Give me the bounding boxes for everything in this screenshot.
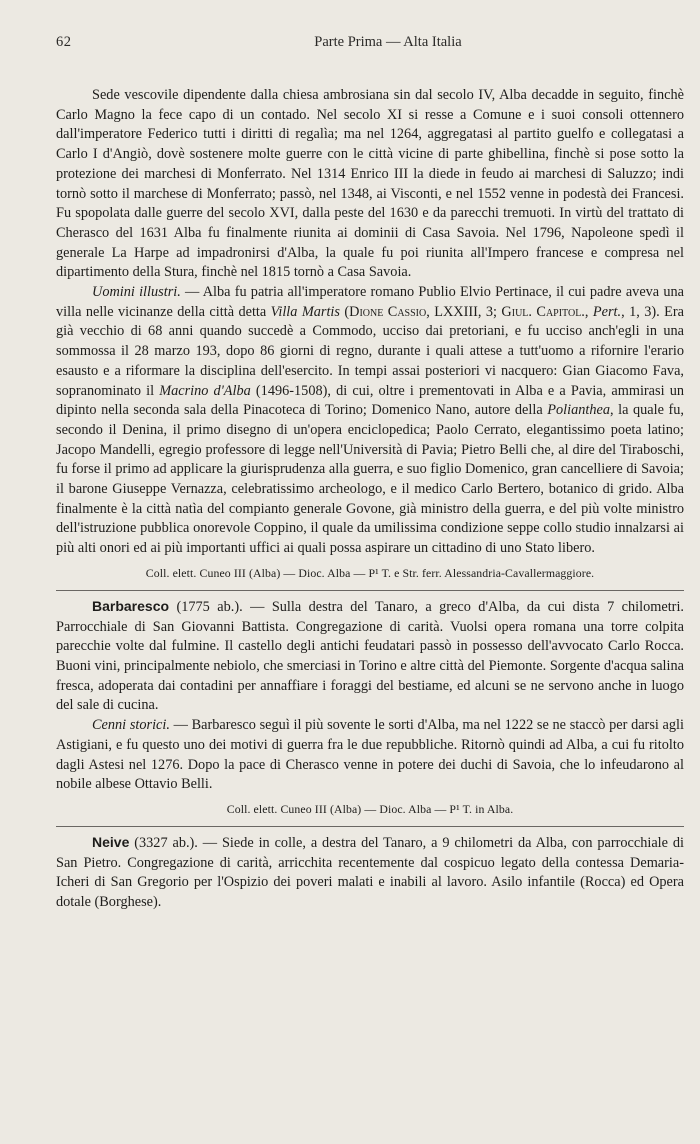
page-header xyxy=(56,34,670,56)
cenni-storici-heading: Cenni storici. xyxy=(92,717,170,734)
villa-martis: Villa Martis xyxy=(270,303,340,320)
alba-collegio-line: Coll. elett. Cuneo III (Alba) — Dioc. Alba — P¹ T. e Str. ferr. Alessandria-Cavallermaggiore. xyxy=(145,565,595,580)
page-number: 62 xyxy=(56,34,72,50)
citation-pert: Pert. xyxy=(592,303,622,320)
neive-name: Neive xyxy=(92,833,130,850)
text-run: (3327 ab.). — Siede in colle, a destra del Tanaro, a 9 chilometri da Alba, con parrocchiale di San Pietro. Congregazione di carità, arricchita recentemente dal cospicuo legato della contessa Demaria-Icheri di San Gregorio per l'Ospizio dei poveri malati e inabili al lavoro. Asilo infantile (Rocca) ed Opera dotale (Borghese). xyxy=(56,834,684,911)
barbaresco-entry xyxy=(56,597,684,716)
alba-uomini-illustri-paragraph xyxy=(56,283,684,559)
citation-dione: Dione Cassio xyxy=(349,303,427,320)
section-divider xyxy=(56,826,684,827)
section-divider xyxy=(56,590,684,591)
page-body xyxy=(56,86,684,913)
barbaresco-name: Barbaresco xyxy=(92,597,170,614)
uomini-illustri-heading: Uomini illustri. xyxy=(92,284,181,301)
alba-history-paragraph: Sede vescovile dipendente dalla chiesa ambrosiana sin dal secolo IV, Alba decadde in seguito, finchè Carlo Magno la fece capo di un contado. Nel secolo XI si resse a Comune e i suoi consoli ottennero dall'imperatore Federico tutti i diritti di regalìa; ma nel 1264, aggregatasi al partito guelfo e collegatasi a Carlo I d'Angiò, dovè sostenere molte guerre con le città vicine di parte ghibellina, finchè si pose sotto la protezione dei marchesi di Monferrato. Nel 1314 Enrico III la diede in feudo ai marchesi di Saluzzo; indi tornò sotto il marchese di Monferrato; passò, nel 1348, ai Visconti, e nel 1552 venne in podestà dei Francesi. Fu spopolata dalle guerre del secolo XVI, dalla peste del 1630 e da parecchi tremuoti. In virtù del trattato di Cherasco del 1631 Alba fu finalmente riunita ai dominii di Casa Savoia. Nel 1796, Napoleone spedì il generale La Harpe ad impadronirsi d'Alba, la quale fu poi riunita all'Impero francese e compresa nel dipartimento della Stura, finchè nel 1815 tornò a Casa Savoia. xyxy=(56,87,684,281)
citation-giul: Giul. Capitol. xyxy=(501,303,585,320)
barbaresco-collegio-line: Coll. elett. Cuneo III (Alba) — Dioc. Alba — P¹ T. in Alba. xyxy=(226,801,514,816)
text-run: — Alba fu patria all'imperatore romano Publio Elvio Pertinace, il cui padre aveva una villa nelle vicinanze della città detta xyxy=(56,284,684,320)
text-run: — Barbaresco seguì il più sovente le sorti d'Alba, ma nel 1222 se ne staccò per darsi agli Astigiani, e fu questo uno dei motivi di guerra fra le due repubbliche. Ritornò quindi ad Alba, a cui fu ritolto dagli Astesi nel 1276. Dopo la pace di Cherasco venne in potere dei duchi di Savoia, che lo infeudarono al nobile albese Ottavio Belli. xyxy=(56,717,684,793)
text-run: , LXXIII, 3; xyxy=(426,303,502,320)
neive-entry xyxy=(56,833,684,913)
macrino-dalba: Macrino d'Alba xyxy=(159,382,251,399)
text-run: , 1, 3). Era già vecchio di 68 anni quando succedè a Commodo, ucciso dai pretoriani, e fu ucciso anch'egli in una sommossa il 28 marzo 193, dopo 86 giorni di regno, durante i quali attese a tutt'uomo a rifornire l'erario esausto e a riformare la disciplina dell'esercito. In tempi assai posteriori vi nacquero: Gian Giacomo Fava, sopranominato il xyxy=(56,303,684,399)
running-title: Parte Prima — Alta Italia xyxy=(314,34,462,50)
text-run: (1496-1508), di cui, oltre i prementovati in Alba e a Pavia, ammirasi un dipinto nella seconda sala della Pinacoteca di Torino; Domenico Nano, autore della xyxy=(56,382,684,419)
text-run: ( xyxy=(339,303,350,320)
text-run: , xyxy=(584,303,593,320)
text-run: , la quale fu, secondo il Denina, il primo disegno di un'opera enciclopedica; Paolo Cerrato, elegantissimo poeta latino; Jacopo Mandelli, egregio professore di legge nell'Università di Pavia; Pietro Belli che, al dire del Tiraboschi, fu forse il primo ad applicare la giurisprudenza alla guerra, e suo figlio Domenico, gran cancelliere di Savoia; il barone Giuseppe Vernazza, celebratissimo archeologo, e il medico Carlo Bertero, botanico di grido. Alba finalmente è la città natìa del compianto generale Govone, già ministro della guerra, e del più volte ministro dell'istruzione pubblica onorevole Coppino, il quale da umilissima condizione seppe collo studio innalzarsi ai più alti onori ed ai più importanti uffici ai quali possa aspirare un cittadino di uno Stato libero. xyxy=(56,402,684,557)
barbaresco-cenni-storici xyxy=(56,716,684,795)
text-run: (1775 ab.). — Sulla destra del Tanaro, a greco d'Alba, da cui dista 7 chilometri. Parrocchiale di San Giovanni Battista. Congregazione di carità. Vuolsi opera romana una torre colpita parecchie volte dal fulmine. Il castello degli antichi feudatari passò in possesso dell'avvocato Carlo Rocca. Buoni vini, principalmente nebiolo, che smerciasi in Torino e altre città del Piemonte. Sorgente d'acqua salina fresca, adoperata dai contadini per annaffiare i foraggi del bestiame, ed alcuni se ne servono anche in luogo del sale di cucina. xyxy=(56,598,684,714)
polianthea: Polianthea xyxy=(547,402,610,419)
